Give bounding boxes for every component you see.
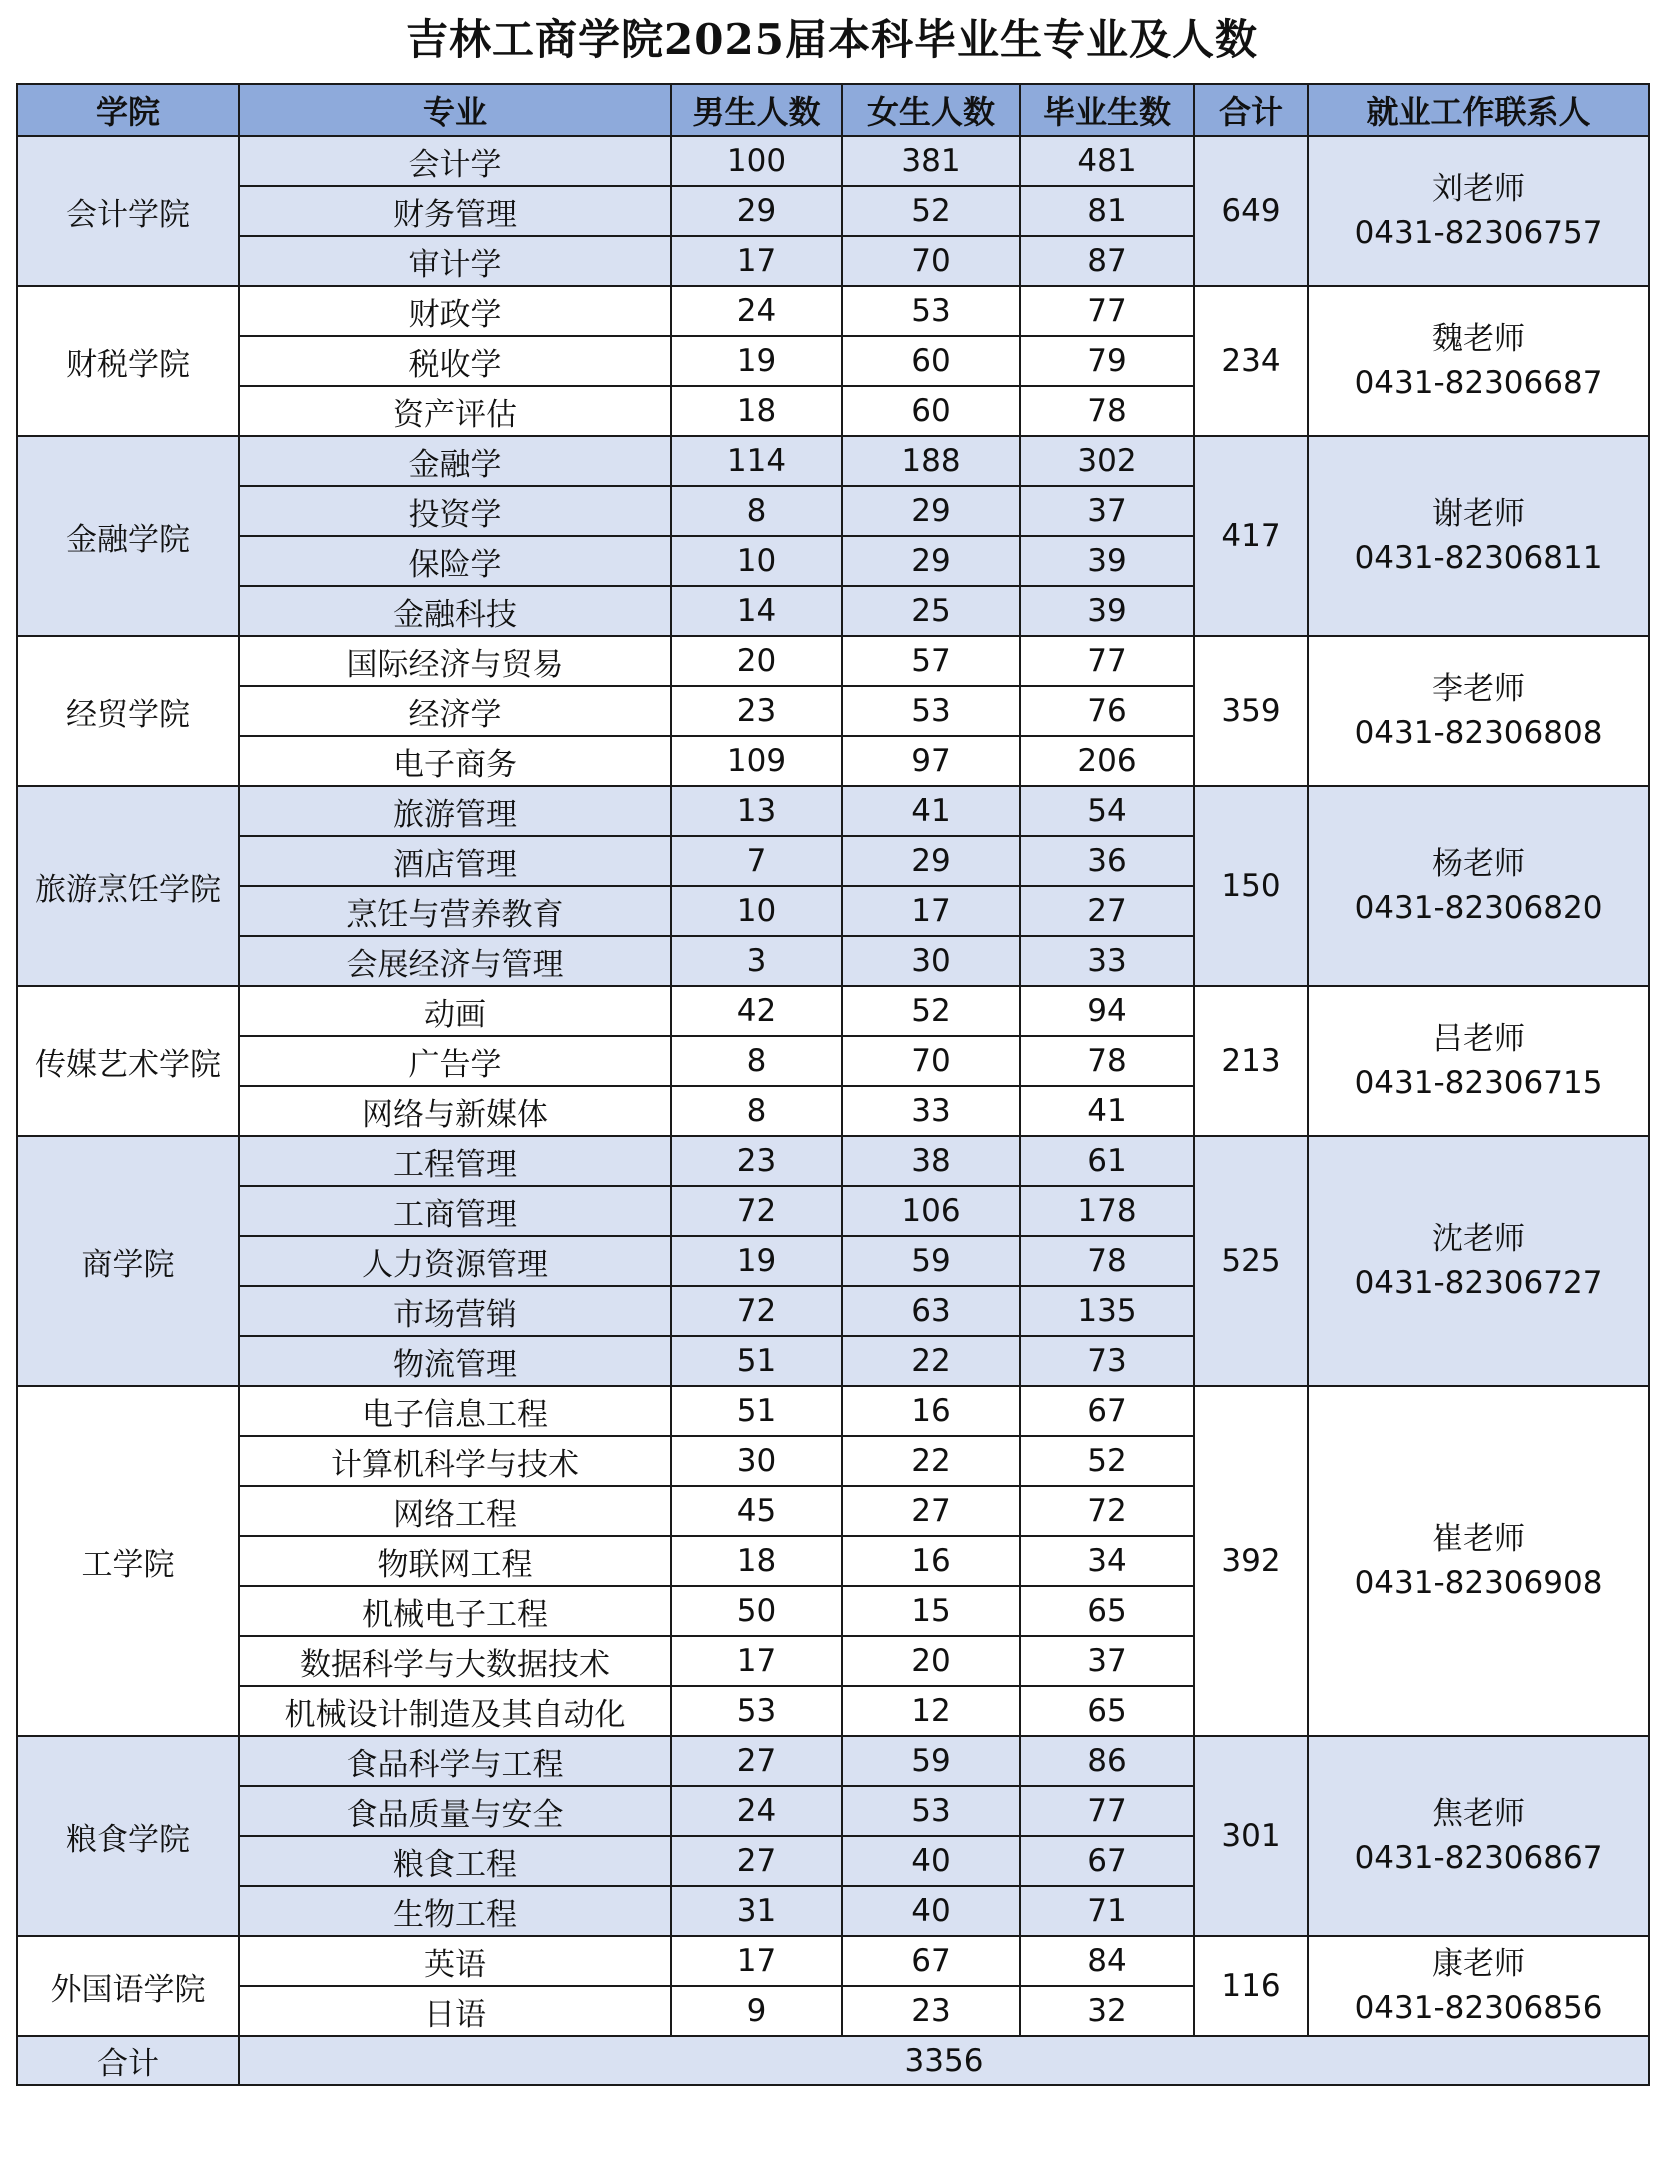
contact-name: 刘老师 (1432, 171, 1525, 207)
contact-name: 吕老师 (1432, 1021, 1525, 1057)
female-count-cell: 17 (842, 886, 1020, 936)
contact-cell (1308, 786, 1649, 986)
college-name-cell: 旅游烹饪学院 (17, 786, 239, 986)
graduate-count-cell: 41 (1020, 1086, 1194, 1136)
contact-cell (1308, 1136, 1649, 1386)
female-count-cell: 52 (842, 986, 1020, 1036)
header-college: 学院 (17, 84, 239, 136)
graduate-count-cell: 67 (1020, 1386, 1194, 1436)
female-count-cell: 27 (842, 1486, 1020, 1536)
college-total-cell: 213 (1194, 986, 1308, 1136)
graduate-count-cell: 33 (1020, 936, 1194, 986)
female-count-cell: 25 (842, 586, 1020, 636)
contact-phone: 0431-82306687 (1354, 365, 1603, 401)
female-count-cell: 16 (842, 1536, 1020, 1586)
male-count-cell: 13 (671, 786, 842, 836)
male-count-cell: 23 (671, 686, 842, 736)
header-graduate-count: 毕业生数 (1020, 84, 1194, 136)
contact-cell (1308, 436, 1649, 636)
male-count-cell: 17 (671, 1936, 842, 1986)
male-count-cell: 8 (671, 1086, 842, 1136)
major-cell: 物流管理 (239, 1336, 671, 1386)
college-total-cell: 417 (1194, 436, 1308, 636)
graduate-count-cell: 178 (1020, 1186, 1194, 1236)
graduates-table (16, 83, 1650, 2086)
graduate-count-cell: 73 (1020, 1336, 1194, 1386)
female-count-cell: 29 (842, 536, 1020, 586)
male-count-cell: 72 (671, 1186, 842, 1236)
major-cell: 金融科技 (239, 586, 671, 636)
female-count-cell: 60 (842, 336, 1020, 386)
college-name-cell: 经贸学院 (17, 636, 239, 786)
graduate-count-cell: 32 (1020, 1986, 1194, 2036)
graduate-count-cell: 39 (1020, 586, 1194, 636)
major-cell: 食品质量与安全 (239, 1786, 671, 1836)
header-total: 合计 (1194, 84, 1308, 136)
major-cell: 投资学 (239, 486, 671, 536)
major-cell: 物联网工程 (239, 1536, 671, 1586)
contact-phone: 0431-82306808 (1354, 715, 1603, 751)
major-cell: 经济学 (239, 686, 671, 736)
table-row (17, 1386, 1649, 1436)
graduate-count-cell: 84 (1020, 1936, 1194, 1986)
college-total-cell: 649 (1194, 136, 1308, 286)
graduate-count-cell: 81 (1020, 186, 1194, 236)
female-count-cell: 59 (842, 1736, 1020, 1786)
male-count-cell: 45 (671, 1486, 842, 1536)
contact-phone: 0431-82306727 (1354, 1265, 1603, 1301)
male-count-cell: 51 (671, 1336, 842, 1386)
contact-phone: 0431-82306908 (1354, 1565, 1603, 1601)
table-row (17, 986, 1649, 1036)
contact-cell (1308, 1386, 1649, 1736)
female-count-cell: 15 (842, 1586, 1020, 1636)
major-cell: 机械电子工程 (239, 1586, 671, 1636)
major-cell: 保险学 (239, 536, 671, 586)
major-cell: 财政学 (239, 286, 671, 336)
female-count-cell: 29 (842, 486, 1020, 536)
graduate-count-cell: 72 (1020, 1486, 1194, 1536)
contact-cell (1308, 136, 1649, 286)
female-count-cell: 22 (842, 1436, 1020, 1486)
male-count-cell: 23 (671, 1136, 842, 1186)
graduate-count-cell: 77 (1020, 1786, 1194, 1836)
female-count-cell: 70 (842, 236, 1020, 286)
graduate-count-cell: 86 (1020, 1736, 1194, 1786)
male-count-cell: 10 (671, 536, 842, 586)
female-count-cell: 23 (842, 1986, 1020, 2036)
college-total-cell: 392 (1194, 1386, 1308, 1736)
graduate-count-cell: 67 (1020, 1836, 1194, 1886)
college-total-cell: 150 (1194, 786, 1308, 986)
major-cell: 旅游管理 (239, 786, 671, 836)
contact-cell (1308, 986, 1649, 1136)
college-name-cell: 工学院 (17, 1386, 239, 1736)
contact-name: 崔老师 (1432, 1521, 1525, 1557)
major-cell: 网络工程 (239, 1486, 671, 1536)
contact-name: 焦老师 (1432, 1796, 1525, 1832)
header-male-count: 男生人数 (671, 84, 842, 136)
table-body (17, 136, 1649, 2036)
male-count-cell: 51 (671, 1386, 842, 1436)
female-count-cell: 59 (842, 1236, 1020, 1286)
major-cell: 动画 (239, 986, 671, 1036)
grand-total-label: 合计 (17, 2036, 239, 2085)
contact-cell (1308, 286, 1649, 436)
major-cell: 市场营销 (239, 1286, 671, 1336)
male-count-cell: 42 (671, 986, 842, 1036)
contact-name: 谢老师 (1432, 496, 1525, 532)
contact-phone: 0431-82306820 (1354, 890, 1603, 926)
graduate-count-cell: 87 (1020, 236, 1194, 286)
female-count-cell: 97 (842, 736, 1020, 786)
female-count-cell: 40 (842, 1886, 1020, 1936)
male-count-cell: 31 (671, 1886, 842, 1936)
female-count-cell: 53 (842, 286, 1020, 336)
major-cell: 审计学 (239, 236, 671, 286)
contact-name: 杨老师 (1432, 846, 1525, 882)
male-count-cell: 9 (671, 1986, 842, 2036)
table-row (17, 286, 1649, 336)
graduate-count-cell: 37 (1020, 1636, 1194, 1686)
contact-cell (1308, 1936, 1649, 2036)
grand-total-row (17, 2036, 1649, 2085)
graduate-count-cell: 52 (1020, 1436, 1194, 1486)
contact-phone: 0431-82306867 (1354, 1840, 1603, 1876)
male-count-cell: 24 (671, 1786, 842, 1836)
male-count-cell: 3 (671, 936, 842, 986)
major-cell: 人力资源管理 (239, 1236, 671, 1286)
graduate-count-cell: 77 (1020, 286, 1194, 336)
female-count-cell: 16 (842, 1386, 1020, 1436)
major-cell: 酒店管理 (239, 836, 671, 886)
male-count-cell: 53 (671, 1686, 842, 1736)
contact-name: 李老师 (1432, 671, 1525, 707)
graduate-count-cell: 79 (1020, 336, 1194, 386)
male-count-cell: 27 (671, 1736, 842, 1786)
page-title: 吉林工商学院2025届本科毕业生专业及人数 (406, 15, 1258, 64)
female-count-cell: 106 (842, 1186, 1020, 1236)
female-count-cell: 29 (842, 836, 1020, 886)
header-major: 专业 (239, 84, 671, 136)
graduate-count-cell: 78 (1020, 1236, 1194, 1286)
graduate-count-cell: 481 (1020, 136, 1194, 186)
table-row (17, 786, 1649, 836)
male-count-cell: 19 (671, 336, 842, 386)
college-name-cell: 金融学院 (17, 436, 239, 636)
college-name-cell: 财税学院 (17, 286, 239, 436)
major-cell: 国际经济与贸易 (239, 636, 671, 686)
male-count-cell: 17 (671, 236, 842, 286)
college-total-cell: 234 (1194, 286, 1308, 436)
major-cell: 数据科学与大数据技术 (239, 1636, 671, 1686)
major-cell: 广告学 (239, 1036, 671, 1086)
header-female-count: 女生人数 (842, 84, 1020, 136)
male-count-cell: 14 (671, 586, 842, 636)
male-count-cell: 29 (671, 186, 842, 236)
male-count-cell: 50 (671, 1586, 842, 1636)
table-row (17, 1736, 1649, 1786)
male-count-cell: 109 (671, 736, 842, 786)
major-cell: 资产评估 (239, 386, 671, 436)
male-count-cell: 100 (671, 136, 842, 186)
graduate-count-cell: 65 (1020, 1586, 1194, 1636)
male-count-cell: 20 (671, 636, 842, 686)
grand-total-value: 3356 (239, 2036, 1649, 2085)
female-count-cell: 381 (842, 136, 1020, 186)
major-cell: 英语 (239, 1936, 671, 1986)
graduate-count-cell: 78 (1020, 386, 1194, 436)
female-count-cell: 38 (842, 1136, 1020, 1186)
male-count-cell: 17 (671, 1636, 842, 1686)
male-count-cell: 24 (671, 286, 842, 336)
major-cell: 工商管理 (239, 1186, 671, 1236)
graduate-count-cell: 34 (1020, 1536, 1194, 1586)
major-cell: 电子商务 (239, 736, 671, 786)
male-count-cell: 18 (671, 1536, 842, 1586)
graduate-count-cell: 39 (1020, 536, 1194, 586)
table-header-row (17, 84, 1649, 136)
graduate-count-cell: 37 (1020, 486, 1194, 536)
contact-phone: 0431-82306757 (1354, 215, 1603, 251)
header-contact: 就业工作联系人 (1308, 84, 1649, 136)
female-count-cell: 67 (842, 1936, 1020, 1986)
graduate-count-cell: 36 (1020, 836, 1194, 886)
major-cell: 日语 (239, 1986, 671, 2036)
male-count-cell: 8 (671, 1036, 842, 1086)
male-count-cell: 7 (671, 836, 842, 886)
male-count-cell: 8 (671, 486, 842, 536)
male-count-cell: 18 (671, 386, 842, 436)
contact-name: 魏老师 (1432, 321, 1525, 357)
female-count-cell: 52 (842, 186, 1020, 236)
female-count-cell: 41 (842, 786, 1020, 836)
major-cell: 财务管理 (239, 186, 671, 236)
graduate-count-cell: 77 (1020, 636, 1194, 686)
contact-phone: 0431-82306811 (1354, 540, 1603, 576)
college-total-cell: 116 (1194, 1936, 1308, 2036)
female-count-cell: 63 (842, 1286, 1020, 1336)
female-count-cell: 33 (842, 1086, 1020, 1136)
male-count-cell: 72 (671, 1286, 842, 1336)
female-count-cell: 70 (842, 1036, 1020, 1086)
graduate-count-cell: 27 (1020, 886, 1194, 936)
male-count-cell: 114 (671, 436, 842, 486)
major-cell: 机械设计制造及其自动化 (239, 1686, 671, 1736)
table-row (17, 1936, 1649, 1986)
graduate-count-cell: 94 (1020, 986, 1194, 1036)
contact-name: 康老师 (1432, 1946, 1525, 1982)
college-total-cell: 359 (1194, 636, 1308, 786)
table-row (17, 636, 1649, 686)
college-name-cell: 传媒艺术学院 (17, 986, 239, 1136)
contact-cell (1308, 1736, 1649, 1936)
female-count-cell: 22 (842, 1336, 1020, 1386)
female-count-cell: 60 (842, 386, 1020, 436)
major-cell: 会计学 (239, 136, 671, 186)
female-count-cell: 188 (842, 436, 1020, 486)
college-total-cell: 525 (1194, 1136, 1308, 1386)
female-count-cell: 57 (842, 636, 1020, 686)
male-count-cell: 10 (671, 886, 842, 936)
major-cell: 电子信息工程 (239, 1386, 671, 1436)
male-count-cell: 27 (671, 1836, 842, 1886)
major-cell: 会展经济与管理 (239, 936, 671, 986)
major-cell: 生物工程 (239, 1886, 671, 1936)
college-total-cell: 301 (1194, 1736, 1308, 1936)
contact-cell (1308, 636, 1649, 786)
table-row (17, 436, 1649, 486)
major-cell: 金融学 (239, 436, 671, 486)
female-count-cell: 53 (842, 686, 1020, 736)
contact-name: 沈老师 (1432, 1221, 1525, 1257)
female-count-cell: 30 (842, 936, 1020, 986)
female-count-cell: 53 (842, 1786, 1020, 1836)
male-count-cell: 30 (671, 1436, 842, 1486)
graduate-count-cell: 206 (1020, 736, 1194, 786)
graduate-count-cell: 65 (1020, 1686, 1194, 1736)
graduate-count-cell: 54 (1020, 786, 1194, 836)
major-cell: 烹饪与营养教育 (239, 886, 671, 936)
major-cell: 工程管理 (239, 1136, 671, 1186)
college-name-cell: 外国语学院 (17, 1936, 239, 2036)
graduate-count-cell: 61 (1020, 1136, 1194, 1186)
college-name-cell: 商学院 (17, 1136, 239, 1386)
graduate-count-cell: 76 (1020, 686, 1194, 736)
female-count-cell: 40 (842, 1836, 1020, 1886)
contact-phone: 0431-82306856 (1354, 1990, 1603, 2026)
graduate-count-cell: 78 (1020, 1036, 1194, 1086)
female-count-cell: 20 (842, 1636, 1020, 1686)
contact-phone: 0431-82306715 (1354, 1065, 1603, 1101)
major-cell: 食品科学与工程 (239, 1736, 671, 1786)
major-cell: 计算机科学与技术 (239, 1436, 671, 1486)
major-cell: 粮食工程 (239, 1836, 671, 1886)
graduate-count-cell: 71 (1020, 1886, 1194, 1936)
major-cell: 网络与新媒体 (239, 1086, 671, 1136)
college-name-cell: 会计学院 (17, 136, 239, 286)
graduate-count-cell: 302 (1020, 436, 1194, 486)
major-cell: 税收学 (239, 336, 671, 386)
female-count-cell: 12 (842, 1686, 1020, 1736)
table-row (17, 1136, 1649, 1186)
graduate-count-cell: 135 (1020, 1286, 1194, 1336)
table-row (17, 136, 1649, 186)
college-name-cell: 粮食学院 (17, 1736, 239, 1936)
male-count-cell: 19 (671, 1236, 842, 1286)
